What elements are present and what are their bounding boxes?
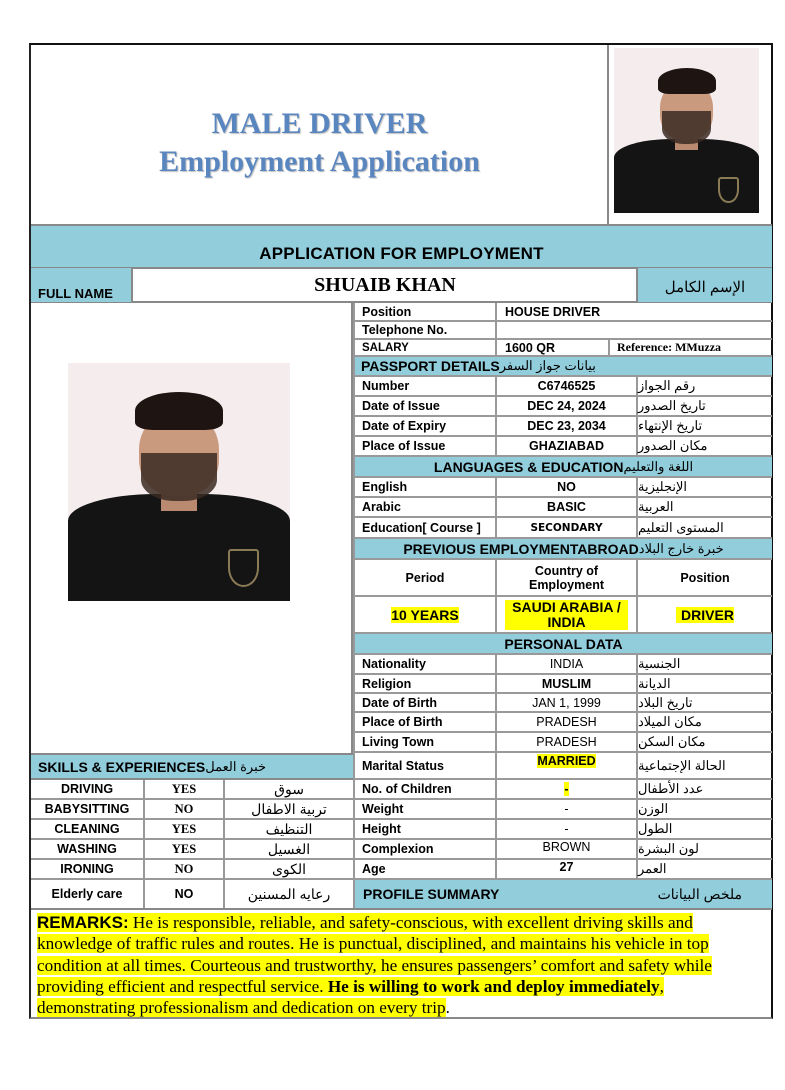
remarks-label: REMARKS:	[37, 913, 129, 932]
languages-title: LANGUAGES & EDUCATION	[433, 458, 624, 475]
title-line-2: Employment Application	[159, 145, 480, 178]
passport-number-label-ar: رقم الجواز	[636, 377, 772, 395]
full-name-value: SHUAIB KHAN	[314, 274, 456, 296]
header-divider	[607, 45, 609, 224]
skill-driving-label-ar: سوق	[223, 780, 353, 798]
height-label: Height	[353, 820, 495, 838]
remarks-text-end: , demonstrating professionalism and dedication on every trip	[37, 976, 664, 1018]
reference-value: Reference: MMuzza	[608, 340, 772, 355]
languages-title-ar: اللغة والتعليم	[623, 458, 694, 474]
weight-value: -	[495, 800, 636, 818]
arabic-label: Arabic	[353, 498, 495, 516]
children-label: No. of Children	[353, 780, 495, 798]
date-of-expiry-label-ar: تاريخ الإنتهاء	[636, 417, 772, 435]
personal-row	[353, 780, 772, 800]
personal-data-section-header	[353, 634, 772, 655]
date-of-birth-label: Date of Birth	[353, 694, 495, 711]
form-title	[31, 105, 608, 181]
passport-title-ar: بيانات جواز السفر	[499, 358, 596, 373]
nationality-value: INDIA	[495, 655, 636, 673]
passport-section-header	[353, 357, 772, 377]
english-label-ar: الإنجليزية	[636, 478, 772, 496]
complexion-value: BROWN	[495, 840, 636, 858]
education-label: Education[ Course ]	[353, 518, 495, 537]
complexion-label: Complexion	[353, 840, 495, 858]
shirt-logo-icon	[718, 177, 738, 203]
children-label-ar: عدد الأطفال	[636, 780, 772, 798]
religion-label-ar: الديانة	[636, 675, 772, 692]
passport-row	[353, 437, 772, 457]
position-header: Position	[636, 560, 772, 595]
remarks-period: .	[445, 998, 450, 1018]
date-of-issue-label-ar: تاريخ الصدور	[636, 397, 772, 415]
age-value: 27	[495, 860, 636, 878]
living-town-label-ar: مكان السكن	[636, 733, 772, 751]
profile-summary-title-ar: ملخص البيانات	[657, 885, 742, 902]
date-of-birth-label-ar: تاريخ البلاد	[636, 694, 772, 711]
skills-title-ar: خبرة العمل	[205, 758, 267, 774]
living-town-value: PRADESH	[495, 733, 636, 751]
title-line-1: MALE DRIVER	[211, 107, 428, 140]
skill-ironing-label-ar: الكوى	[223, 860, 353, 878]
country-value: SAUDI ARABIA / INDIA	[505, 600, 628, 630]
place-of-issue-label-ar: مكان الصدور	[636, 437, 772, 455]
position-value: HOUSE DRIVER	[495, 303, 772, 320]
previous-employment-title: PREVIOUS EMPLOYMENTABROAD	[403, 540, 639, 557]
skill-babysitting-value: NO	[143, 800, 223, 818]
applicant-photo-large	[68, 363, 290, 601]
nationality-label-ar: الجنسية	[636, 655, 772, 673]
passport-title: PASSPORT DETAILS	[361, 358, 500, 374]
date-of-birth-value: JAN 1, 1999	[495, 694, 636, 711]
remarks-bold-text: He is willing to work and deploy immediately	[327, 976, 660, 996]
skill-row	[31, 860, 353, 880]
languages-section-header	[353, 457, 772, 478]
arabic-label-ar: العربية	[636, 498, 772, 516]
living-town-label: Living Town	[353, 733, 495, 751]
marital-status-value: MARRIED	[537, 754, 596, 768]
telephone-row	[353, 322, 772, 340]
date-of-issue-value: DEC 24, 2024	[495, 397, 636, 415]
english-label: English	[353, 478, 495, 496]
salary-label: SALARY	[353, 340, 495, 355]
previous-employment-section-header	[353, 539, 772, 560]
skill-row	[31, 820, 353, 840]
application-title: APPLICATION FOR EMPLOYMENT	[259, 244, 544, 263]
religion-value: MUSLIM	[495, 675, 636, 692]
previous-employment-title-ar: خبرة خارج البلاد	[638, 540, 724, 556]
date-of-expiry-value: DEC 23, 2034	[495, 417, 636, 435]
personal-row	[353, 753, 772, 780]
personal-row	[353, 655, 772, 675]
personal-row	[353, 860, 772, 880]
skill-driving-value: YES	[143, 780, 223, 798]
place-of-issue-value: GHAZIABAD	[495, 437, 636, 455]
remarks-box	[31, 908, 772, 1018]
profile-summary-header	[353, 880, 772, 908]
skill-washing-value: YES	[143, 840, 223, 858]
full-name-label-ar: الإسم الكامل	[636, 268, 772, 302]
language-row	[353, 498, 772, 518]
date-of-expiry-label: Date of Expiry	[353, 417, 495, 435]
skills-title: SKILLS & EXPERIENCES	[38, 758, 206, 775]
age-label: Age	[353, 860, 495, 878]
passport-row	[353, 417, 772, 437]
nationality-label: Nationality	[353, 655, 495, 673]
previous-employment-header-row	[353, 560, 772, 597]
personal-row	[353, 694, 772, 713]
skill-babysitting-label: BABYSITTING	[44, 802, 130, 816]
skill-babysitting-label-ar: تربية الاطفال	[223, 800, 353, 818]
period-value: 10 YEARS	[391, 606, 459, 623]
personal-data-title: PERSONAL DATA	[504, 635, 623, 652]
skills-section-header	[31, 753, 353, 780]
education-label-ar: المستوى التعليم	[636, 518, 772, 537]
telephone-value	[495, 322, 772, 338]
skill-elderly-care-label: Elderly care	[51, 887, 123, 901]
passport-number-label: Number	[353, 377, 495, 395]
education-value: SECONDARY	[495, 518, 636, 537]
personal-row	[353, 820, 772, 840]
passport-number-value: C6746525	[495, 377, 636, 395]
personal-row	[353, 713, 772, 733]
weight-label-ar: الوزن	[636, 800, 772, 818]
skill-washing-label-ar: الغسيل	[223, 840, 353, 858]
personal-row	[353, 800, 772, 820]
skill-elderly-care-label-ar: رعايه المسنين	[223, 880, 353, 908]
skill-row	[31, 840, 353, 860]
complexion-label-ar: لون البشرة	[636, 840, 772, 858]
marital-status-label: Marital Status	[353, 753, 495, 778]
full-name-label: FULL NAME	[31, 268, 133, 302]
remarks-text: He is responsible, reliable, and safety-conscious, with excellent driving skills and knowledge of traffic rules and routes. He is punctual, disciplined, and maintains his vehicle in top condition at all times. Courteous and trustworthy, he ensures passengers’ comfort and safety while providing efficient and respectful service.	[37, 913, 712, 996]
skill-row	[31, 800, 353, 820]
weight-label: Weight	[353, 800, 495, 818]
shirt-logo-icon	[228, 549, 259, 587]
personal-row	[353, 675, 772, 694]
personal-row	[353, 840, 772, 860]
position-row	[353, 303, 772, 322]
skill-cleaning-label-ar: التنظيف	[223, 820, 353, 838]
passport-row	[353, 377, 772, 397]
skill-ironing-value: NO	[143, 860, 223, 878]
children-value: -	[564, 782, 569, 796]
language-row	[353, 518, 772, 539]
english-value: NO	[495, 478, 636, 496]
skill-row	[31, 780, 353, 800]
marital-status-label-ar: الحالة الإجتماعية	[636, 753, 772, 778]
language-row	[353, 478, 772, 498]
country-header: Country of Employment	[495, 560, 636, 595]
position-label: Position	[353, 303, 495, 320]
religion-label: Religion	[353, 675, 495, 692]
applicant-photo-small	[614, 48, 759, 213]
passport-row	[353, 397, 772, 417]
telephone-label: Telephone No.	[353, 322, 495, 338]
skill-cleaning-value: YES	[143, 820, 223, 838]
skill-ironing-label: IRONING	[60, 862, 114, 876]
skill-driving-label: DRIVING	[60, 782, 114, 796]
place-of-issue-label: Place of Issue	[353, 437, 495, 455]
position-value: DRIVER	[676, 607, 734, 623]
place-of-birth-label: Place of Birth	[353, 713, 495, 731]
skill-row	[31, 880, 353, 908]
profile-summary-title: PROFILE SUMMARY	[363, 886, 500, 902]
place-of-birth-value: PRADESH	[495, 713, 636, 731]
date-of-issue-label: Date of Issue	[353, 397, 495, 415]
previous-employment-row	[353, 597, 772, 634]
salary-value: 1600 QR	[495, 340, 608, 355]
age-label-ar: العمر	[636, 860, 772, 878]
place-of-birth-label-ar: مكان الميلاد	[636, 713, 772, 731]
height-value: -	[495, 820, 636, 838]
period-header: Period	[353, 560, 495, 595]
skill-washing-label: WASHING	[57, 842, 117, 856]
skill-cleaning-label: CLEANING	[54, 822, 120, 836]
salary-row	[353, 340, 772, 357]
skill-elderly-care-value: NO	[143, 880, 223, 908]
height-label-ar: الطول	[636, 820, 772, 838]
arabic-value: BASIC	[495, 498, 636, 516]
personal-row	[353, 733, 772, 753]
